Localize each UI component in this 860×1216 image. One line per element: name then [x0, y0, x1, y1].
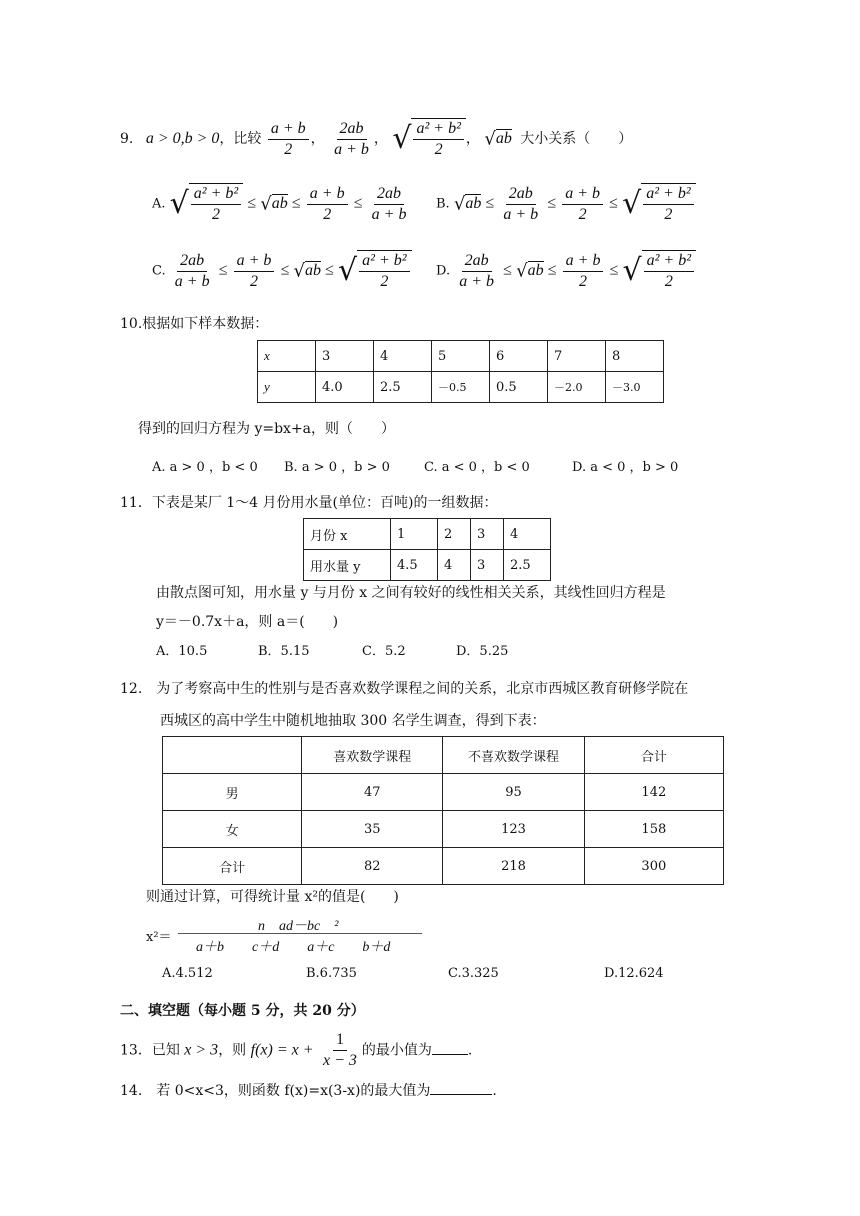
q11-option-a: A．10.5: [156, 644, 208, 659]
section-title: 二、填空题（每小题 5 分，共 20 分）: [120, 1003, 365, 1019]
q11-line3: y＝－0.7x＋a，则 a＝( ): [156, 614, 339, 630]
q10-option-b: B. a > 0 ，b > 0: [284, 460, 390, 475]
table-row: x 3 4 5 6 7 8: [258, 341, 664, 372]
q11-table: [303, 518, 551, 581]
q12-table: [162, 736, 724, 885]
q12-stem: 12. 为了考察高中生的性别与是否喜欢数学课程之间的关系，北京市西城区教育研修学院在: [120, 681, 689, 697]
q10-stem: 10.根据如下样本数据：: [120, 316, 269, 332]
fraction-bar: [178, 933, 422, 934]
q9-option-d: D. $\frac{2ab}{a + b}$ ≤ √ab ≤ $\frac{a + b}{2}$ ≤ √ $\frac{\text{a² + b²}}{2}$: [436, 250, 696, 292]
q9-option-b: B. √ab ≤ $\frac{2ab}{a + b}$ ≤ $\frac{a + b}{2}$ ≤ √ $\frac{\text{a² + b²}}{2}$: [436, 183, 696, 225]
q11-stem: 11．下表是某厂 1～4 月份用水量(单位：百吨)的一组数据：: [120, 495, 498, 511]
q11-option-b: B．5.15: [258, 644, 310, 659]
q12-line-after: 则通过计算，可得统计量 x²的值是( ): [146, 889, 399, 905]
table-row: 合计 82 218 300: [163, 848, 724, 885]
sqrt-sign: √: [392, 121, 412, 156]
q9-option-c: C. $\frac{2ab}{a + b}$ ≤ $\frac{a + b}{2}$ ≤ √ab ≤ √ $\frac{\text{a² + b²}}{2}$: [152, 250, 412, 292]
table-row: 月份 x 1 2 3 4: [304, 519, 551, 550]
fraction: $\frac{a + b}{2}$: [268, 119, 309, 160]
q13: 13．已知 x > 3，则 f(x) = x + $\frac{1}{x - 3}$ 的最小值为 .: [120, 1031, 473, 1069]
table-row: y 4.0 2.5 －0.5 0.5 －2.0 －3.0: [258, 372, 664, 403]
q9-option-a: A. √ $\frac{\text{a² + b²}}{2}$ ≤ √ab ≤ $\frac{a + b}{2}$ ≤ $\frac{2ab}{a + b}$: [152, 184, 407, 223]
answer-blank: [430, 1094, 492, 1095]
q12-option-d: D.12.624: [604, 966, 664, 981]
q11-option-d: D．5.25: [456, 644, 509, 659]
q12-formula-numerator: n ad－bc ²: [258, 919, 339, 934]
q12-formula-denominator: a＋b c＋d a＋c b＋d: [196, 940, 391, 955]
q11-line2: 由散点图可知，用水量 y 与月份 x 之间有较好的线性相关关系，其线性回归方程是: [156, 585, 666, 601]
q9-stem: 9. a > 0,b > 0，比较 $\frac{a + b}{2}$ ， $\frac{2ab}{a + b}$ ， √ $\frac{\text{a² + b²}}{2}$ ， √ab 大小关系（ ）: [120, 119, 633, 158]
q14: 14. 若 0<x<3，则函数 f(x)=x(3-x)的最大值为 .: [120, 1083, 497, 1099]
table-row: 男 47 95 142: [163, 774, 724, 811]
table-row: 用水量 y 4.5 4 3 2.5: [304, 550, 551, 581]
q10-line2: 得到的回归方程为 y=bx+a，则（ ）: [138, 421, 396, 437]
table-row: 女 35 123 158: [163, 811, 724, 848]
q11-option-c: C．5.2: [362, 644, 406, 659]
q10-table: [257, 340, 664, 403]
q12-option-c: C.3.325: [448, 966, 499, 981]
q10-option-d: D. a < 0 ，b > 0: [572, 460, 679, 475]
q10-option-a: A. a > 0 ，b < 0: [152, 460, 258, 475]
q12-option-a: A.4.512: [162, 966, 213, 981]
table-row: 喜欢数学课程 不喜欢数学课程 合计: [163, 737, 724, 774]
q12-formula-lhs: x²＝: [146, 930, 172, 945]
q12-stem2: 西城区的高中学生中随机地抽取 300 名学生调查，得到下表：: [160, 713, 546, 729]
q10-option-c: C. a < 0 ，b < 0: [424, 460, 530, 475]
answer-blank: [432, 1054, 468, 1055]
q12-option-b: B.6.735: [306, 966, 357, 981]
fraction: $\frac{2ab}{a + b}$: [334, 119, 369, 158]
